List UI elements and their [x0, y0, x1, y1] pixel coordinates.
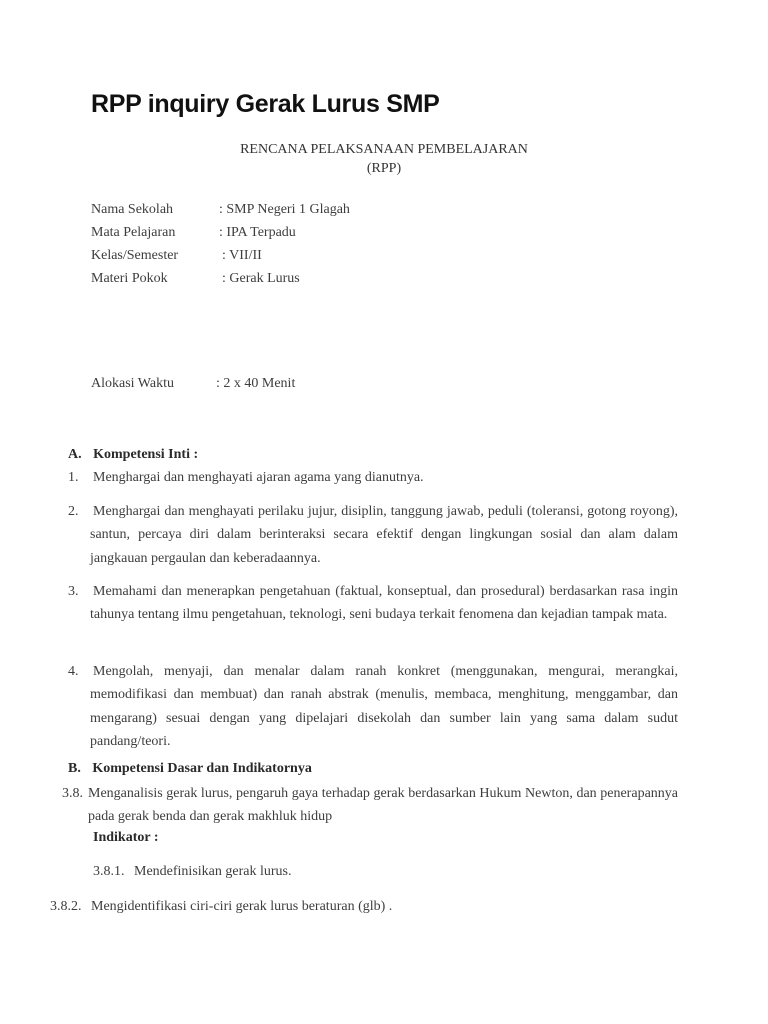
- page-title: RPP inquiry Gerak Lurus SMP: [91, 90, 440, 118]
- field-label: Alokasi Waktu: [91, 376, 174, 391]
- field-label: Nama Sekolah: [91, 202, 174, 217]
- section-a-heading: [68, 447, 198, 463]
- indicator-text: Mengidentifikasi ciri-ciri gerak lurus beraturan (glb) .: [91, 899, 393, 914]
- field-value: : Gerak Lurus: [222, 271, 300, 286]
- field-value: : VII/II: [222, 248, 262, 263]
- section-marker: A.: [68, 447, 82, 462]
- section-b-heading: [68, 761, 312, 777]
- document-heading-abbrev: (RPP): [366, 161, 402, 176]
- indicator-number: 3.8.1.: [93, 864, 125, 879]
- section-marker: B.: [68, 761, 81, 776]
- field-label: Materi Pokok: [91, 271, 168, 286]
- list-item-number: 2.: [68, 504, 79, 519]
- indicator-item: [93, 864, 291, 880]
- indicator-number: 3.8.2.: [50, 899, 82, 914]
- list-item: [68, 466, 678, 489]
- list-item-number: 4.: [68, 664, 79, 679]
- list-item-text: Memahami dan menerapkan pengetahuan (faktual, konseptual, dan prosedural) berdasarkan rasa ingin tahunya tentang ilmu pengetahuan, teknologi, seni budaya terkait fenomena dan kejadian tampak mata.: [90, 584, 678, 623]
- list-item-text: Menghargai dan menghayati perilaku jujur, disiplin, tanggung jawab, peduli (toleransi, gotong royong), santun, percaya diri dalam berinteraksi secara efektif dengan lingkungan sosial dan alam dalam jangkauan pergaulan dan keberadaannya.: [90, 504, 678, 566]
- list-item: [68, 660, 678, 753]
- list-item: [68, 580, 678, 627]
- field-value: : IPA Terpadu: [219, 225, 296, 240]
- list-item: [68, 500, 678, 570]
- list-item-number: 3.: [68, 584, 79, 599]
- section-title: Kompetensi Dasar dan Indikatornya: [92, 761, 312, 776]
- indikator-label: Indikator :: [93, 830, 159, 845]
- field-value: : SMP Negeri 1 Glagah: [219, 202, 350, 217]
- list-item-number: 1.: [68, 470, 79, 485]
- kd-text: Menganalisis gerak lurus, pengaruh gaya terhadap gerak berdasarkan Hukum Newton, dan penerapannya pada gerak benda dan gerak makhluk hidup: [88, 786, 678, 824]
- list-item-text: Mengolah, menyaji, dan menalar dalam ranah konkret (menggunakan, mengurai, merangkai, memodifikasi dan membuat) dan ranah abstrak (menulis, membaca, menghitung, menggambar, dan mengarang) sesuai dengan yang dipelajari disekolah dan sumber lain yang sama dalam sudut pandang/teori.: [90, 664, 678, 749]
- document-heading: RENCANA PELAKSANAAN PEMBELAJARAN: [240, 142, 528, 157]
- section-title: Kompetensi Inti :: [93, 447, 199, 462]
- field-label: Kelas/Semester: [91, 248, 179, 263]
- kompetensi-dasar-item: [62, 782, 678, 828]
- field-value: : 2 x 40 Menit: [216, 376, 296, 391]
- indicator-text: Mendefinisikan gerak lurus.: [134, 864, 292, 879]
- kd-number: 3.8.: [62, 786, 83, 801]
- list-item-text: Menghargai dan menghayati ajaran agama yang dianutnya.: [93, 470, 424, 485]
- indicator-item: [50, 899, 392, 915]
- field-label: Mata Pelajaran: [91, 225, 176, 240]
